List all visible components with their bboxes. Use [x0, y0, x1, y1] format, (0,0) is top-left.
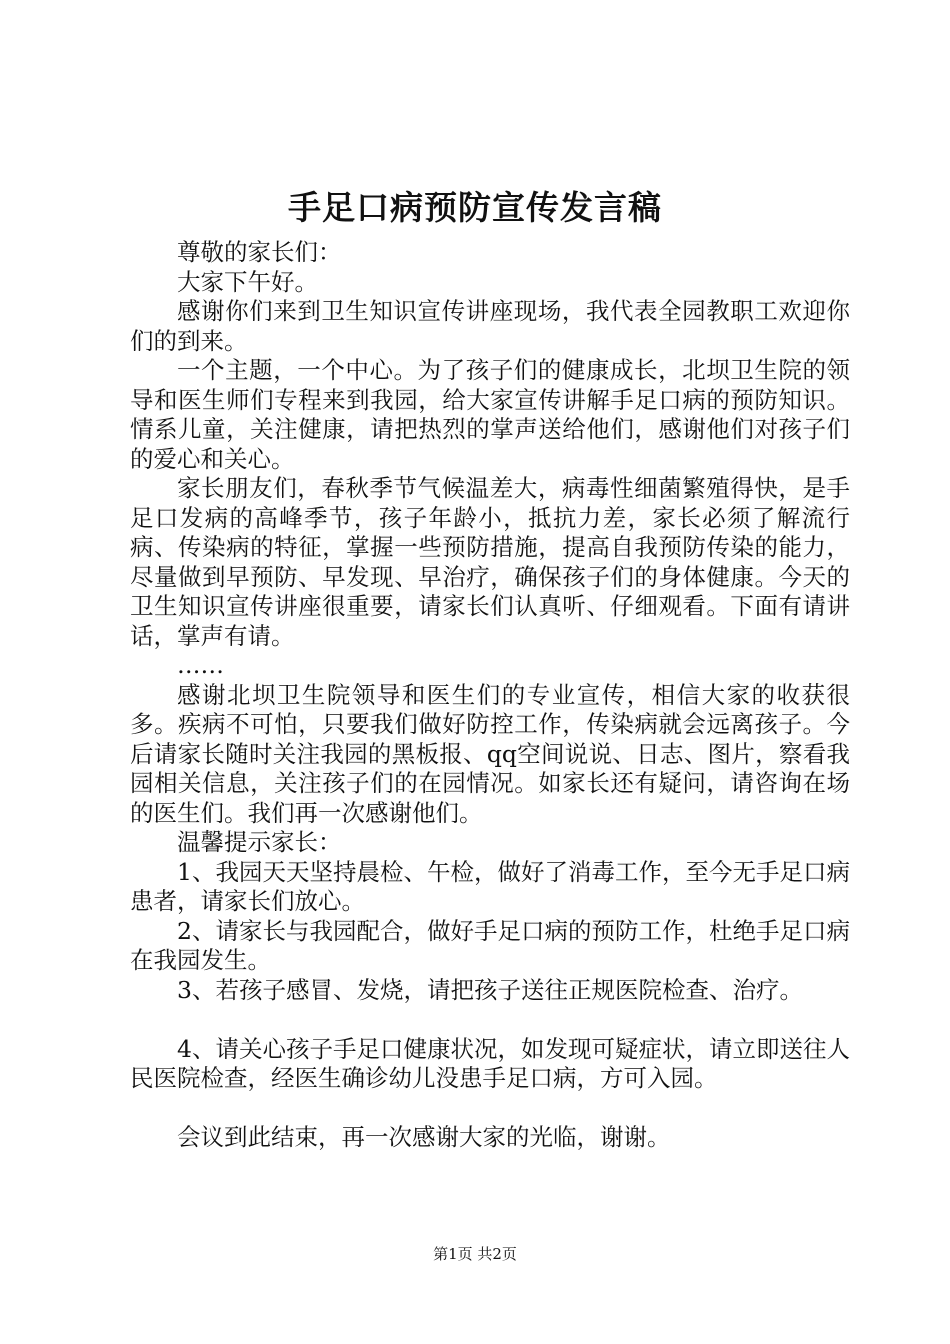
page-footer: 第1页 共2页	[433, 1245, 517, 1263]
paragraph-greeting: 大家下午好。	[177, 267, 318, 296]
paragraph-tip-2: 2、请家长与我园配合，做好手足口病的预防工作，杜绝手足口病在我园发生。	[130, 916, 850, 974]
paragraph-tip-3: 3、若孩子感冒、发烧，请把孩子送往正规医院检查、治疗。	[177, 975, 803, 1004]
paragraph-thanks: 感谢北坝卫生院领导和医生们的专业宣传，相信大家的收获很多。疾病不可怕，只要我们做好防控工作，传染病就会远离孩子。今后请家长随时关注我园的黑板报、qq空间说说、日志、图片，察看我园相关信息，关注孩子们的在园情况。如家长还有疑问，请咨询在场的医生们。我们再一次感谢他们。	[130, 680, 850, 827]
document-title: 手足口病预防宣传发言稿	[288, 188, 662, 227]
paragraph-welcome: 感谢你们来到卫生知识宣传讲座现场，我代表全园教职工欢迎你们的到来。	[130, 297, 850, 355]
paragraph-theme: 一个主题，一个中心。为了孩子们的健康成长，北坝卫生院的领导和医生师们专程来到我园，给大家宣传讲解手足口病的预防知识。情系儿童，关注健康，请把热烈的掌声送给他们，感谢他们对孩子们的爱心和关心。	[130, 356, 850, 473]
paragraph-ellipsis: ……	[177, 651, 224, 679]
paragraph-tips-heading: 温馨提示家长：	[177, 828, 342, 856]
blank-line	[130, 1005, 850, 1035]
paragraph-tip-4: 4、请关心孩子手足口健康状况，如发现可疑症状，请立即送往人民医院检查，经医生确诊幼儿没患手足口病，方可入园。	[130, 1034, 850, 1092]
paragraph-salutation: 尊敬的家长们：	[177, 238, 342, 266]
document-body	[130, 238, 850, 1153]
blank-line	[130, 1094, 850, 1124]
paragraph-closing: 会议到此结束，再一次感谢大家的光临，谢谢。	[177, 1123, 671, 1151]
paragraph-parents: 家长朋友们，春秋季节气候温差大，病毒性细菌繁殖得快，是手足口发病的高峰季节，孩子年龄小，抵抗力差，家长必须了解流行病、传染病的特征，掌握一些预防措施，提高自我预防传染的能力，尽量做到早预防、早发现、早治疗，确保孩子们的身体健康。今天的卫生知识宣传讲座很重要，请家长们认真听、仔细观看。下面有请讲话，掌声有请。	[130, 474, 850, 650]
paragraph-tip-1: 1、我园天天坚持晨检、午检，做好了消毒工作，至今无手足口病患者，请家长们放心。	[130, 857, 850, 915]
